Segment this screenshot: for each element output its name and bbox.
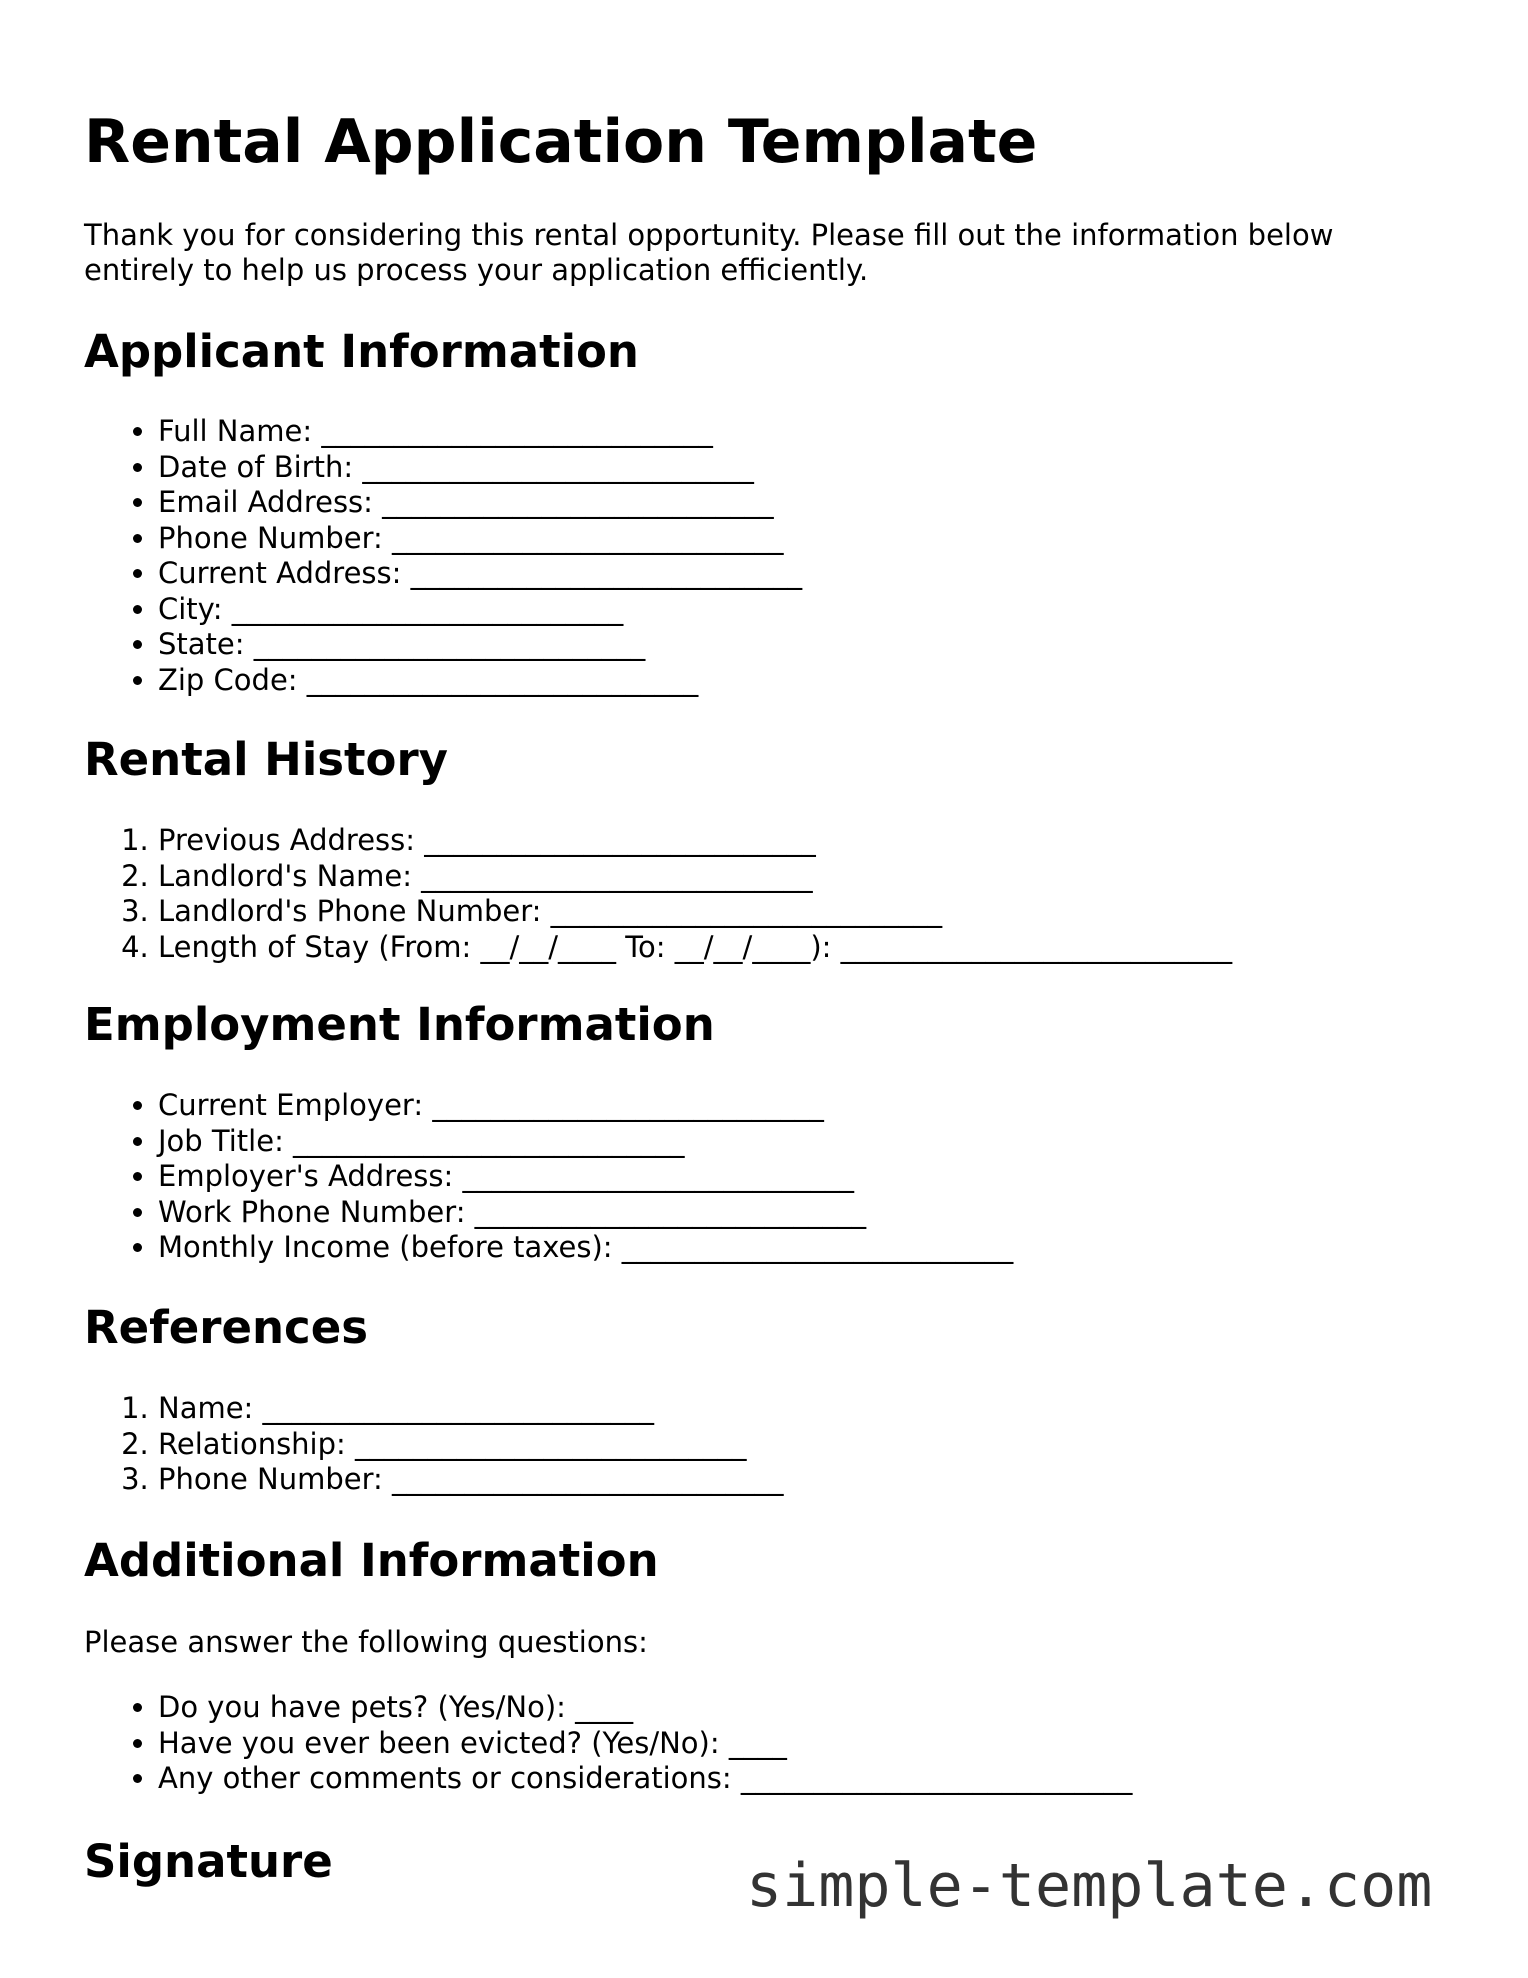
additional-prompt: Please answer the following questions: <box>84 1625 648 1659</box>
list-item: 2. Relationship: ___________________________ <box>158 1427 784 1463</box>
references-heading: References <box>84 1301 368 1354</box>
applicant-heading: Applicant Information <box>84 325 639 378</box>
additional-heading: Additional Information <box>84 1534 659 1587</box>
list-item: • Zip Code: ___________________________ <box>158 663 802 699</box>
list-item: 4. Length of Stay (From: __/__/____ To: __/__/____): ___________________________ <box>158 930 1232 966</box>
list-item: • Current Employer: ___________________________ <box>158 1088 1013 1124</box>
list-item: • Full Name: ___________________________ <box>158 414 802 450</box>
list-item: • Any other comments or considerations: ___________________________ <box>158 1761 1132 1797</box>
list-item: 3. Phone Number: ___________________________ <box>158 1462 784 1498</box>
employment-heading: Employment Information <box>84 998 715 1051</box>
applicant-list <box>84 414 802 698</box>
list-item: 2. Landlord's Name: ___________________________ <box>158 859 1232 895</box>
list-item: • Work Phone Number: ___________________________ <box>158 1195 1013 1231</box>
list-item: • Do you have pets? (Yes/No): ____ <box>158 1690 1132 1726</box>
intro-paragraph: Thank you for considering this rental opportunity. Please fill out the information below entirely to help us process your application efficiently. <box>84 218 1334 287</box>
employment-list <box>84 1088 1013 1266</box>
rental-history-list <box>84 823 1232 965</box>
list-item: 1. Name: ___________________________ <box>158 1391 784 1427</box>
signature-heading: Signature <box>84 1835 333 1888</box>
list-item: • Email Address: ___________________________ <box>158 485 802 521</box>
list-item: 3. Landlord's Phone Number: ___________________________ <box>158 894 1232 930</box>
rental-history-heading: Rental History <box>84 733 448 786</box>
list-item: • Job Title: ___________________________ <box>158 1124 1013 1160</box>
list-item: 1. Previous Address: ___________________________ <box>158 823 1232 859</box>
page-title: Rental Application Template <box>84 107 1038 177</box>
list-item: • State: ___________________________ <box>158 627 802 663</box>
list-item: • Have you ever been evicted? (Yes/No): ____ <box>158 1726 1132 1762</box>
list-item: • Employer's Address: ___________________________ <box>158 1159 1013 1195</box>
list-item: • Phone Number: ___________________________ <box>158 521 802 557</box>
list-item: • City: ___________________________ <box>158 592 802 628</box>
watermark-text: simple-template.com <box>746 1851 1433 1921</box>
list-item: • Date of Birth: ___________________________ <box>158 450 802 486</box>
references-list <box>84 1391 784 1498</box>
additional-list <box>84 1690 1132 1797</box>
list-item: • Monthly Income (before taxes): ___________________________ <box>158 1230 1013 1266</box>
list-item: • Current Address: ___________________________ <box>158 556 802 592</box>
